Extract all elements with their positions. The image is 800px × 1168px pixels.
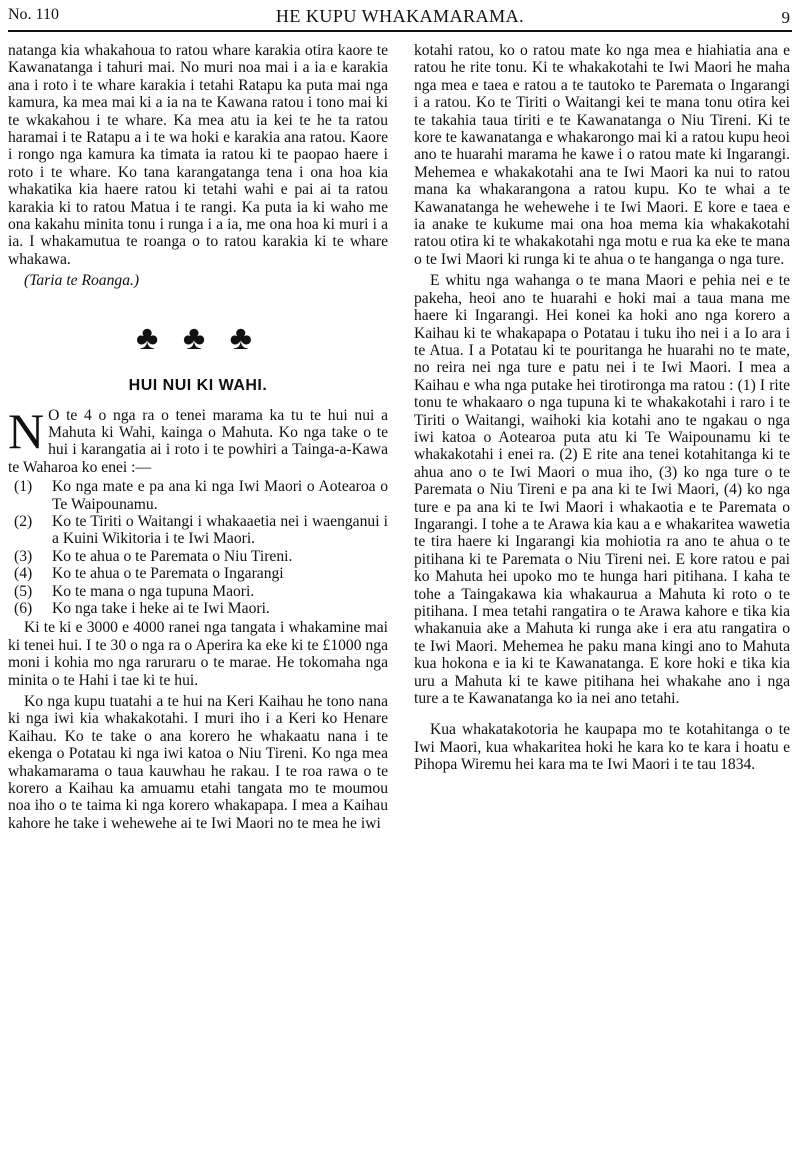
intro-text: O te 4 o nga ra o tenei marama ka tu te hui nui a Mahuta ki Wahi, kainga o Mahuta. Ko nga take o te hui i karangatia ai i roto i te powhiri a Tainga-a-Kawa te Waharoa ko enei :—	[8, 406, 388, 476]
ornament-clubs: ♣ ♣ ♣	[136, 319, 260, 357]
article-heading: HUI NUI KI WAHI.	[128, 377, 268, 395]
intro-paragraph	[8, 402, 388, 477]
item-number: (6)	[14, 599, 33, 617]
left-paragraph-2: Ki te ki e 3000 e 4000 ranei nga tangata i whakamine mai ki tenei hui. I te 30 o nga ra o Aperira ka eke ki te £1000 nga moni i kohia mo nga raruraru o te marae. He tokomaha nga minita o te Hahi i tae ki te hui.	[8, 619, 388, 689]
list-item	[8, 565, 388, 582]
item-text: Ko nga take i heke ai te Iwi Maori.	[52, 599, 270, 617]
item-text: Ko te mana o nga tupuna Maori.	[52, 582, 255, 600]
left-paragraph-1: natanga kia whakahoua to ratou whare karakia otira kaore te Kawanatanga i tahuri mai. No muri noa mai i a ia e karakia ana i roto i te whare karakia i tetahi Ratapu ka puta mai nga kamura, ka mea mai ki a ia na te Kawana ratou i tono mai ki te wkakahou i te whare. Ka mea atu ia kei te he ta ratou haramai i te Ratapu a i te wa hoki e karakia ana ratou. Kaore i rongo nga kamura ka timata ia ratou ki te paopao haere i roto i te whare. Ko tana karangatanga tena i ona hoa kia whakatika kia haere ratou ki tetahi wahi e pai ai ta ratou karakia ki to ratou Matua i te rangi. Ka puta ia ki waho me ona kakahu minita tonu i runga i a ia, me ona hoa ki muri i a ia. I whakamutua te roanga o to ratou karakia ki te whare whakawa.	[8, 42, 388, 268]
list-item	[8, 600, 388, 617]
item-text: Ko nga mate e pa ana ki nga Iwi Maori o Aotearoa o Te Waipounamu.	[52, 478, 388, 513]
list-item	[8, 513, 388, 548]
agenda-list	[8, 478, 388, 617]
list-item	[8, 548, 388, 565]
right-column	[414, 42, 790, 774]
drop-cap: N	[8, 402, 45, 459]
page-title: HE KUPU WHAKAMARAMA.	[275, 6, 525, 26]
issue-number: No. 110	[8, 6, 59, 23]
right-paragraph-3: Kua whakatakotoria he kaupapa mo te kotahitanga o te Iwi Maori, kua whakaritea hoki he kara ko te kara i hoatu e Pihopa Wiremu hei kara ma te Iwi Maori i te tau 1834.	[414, 721, 790, 774]
item-number: (4)	[14, 565, 33, 583]
item-number: (2)	[14, 512, 33, 530]
right-paragraph-2: E whitu nga wahanga o te mana Maori e pehia nei e te pakeha, heoi ano te huarahi e hoki mai a taua mana me haere ki Ingarangi. Hei konei ka hoki ano nga korero a Kaihau ki te whakapapa o Potatau i tuku iho nei i a Io ara i te Atua. I a Potatau ki te pouritanga he huarahi no te mate, no reira nei nga ture e patu nei i te Iwi Maori. I mea a Kaihau e wha nga putake hei tirotironga ma ratou : (1) I rite tonu te whakaaro o nga tupuna ki te whakakotahi i raro i te Tiriti o Waitangi, waihoki kia kotahi ano te ngakau o nga iwi katoa o Aotearoa puta atu ki Te Waipounamu ki te whakakotahi i enei ra. (2) E rite ana tenei kotahitanga ki te ahua ano o te Iwi Maori o mua iho, (3) ko nga ture o te Paremata o Niu Tireni e pa ana ki te Iwi Maori, (4) ko nga ture e pa ana ki te Iwi Maori i whakaotia e te Paremata o Ingarangi. I tohe a te Arawa kia kau a e whakaritea wawetia te tira haere ki Ingarangi kia mohiotia ra ano te ahua o te pitihana ki te Paremata o Niu Tireni nei. E kore ratou e pai ko Mahuta hei upoko mo te hunga hari pitihana. I kaha te tohe a Taingakawa kia whakaurua a Mahuta ki roto o te pitihana. I mea tetahi rangatira o te Arawa kahore e tika kia whakanuia ake a Mahuta ki runga ake i era atu rangatira o te Iwi Maori. Mehemea he paku mana kingi ano to Mahuta kua hokona e ia ki te Kawanatanga. E kore hoki e tika kia uru a Mahuta ki te kawe pitihana hei whakahe ano i nga ture a te Kawanatanga ko ia nei ano tetahi.	[414, 272, 790, 708]
item-number: (3)	[14, 547, 33, 565]
page-number: 9	[781, 8, 790, 27]
left-column	[8, 42, 388, 832]
signature: (Taria te Roanga.)	[24, 272, 140, 290]
item-number: (5)	[14, 582, 33, 600]
list-item	[8, 583, 388, 600]
item-number: (1)	[14, 478, 33, 496]
list-item	[8, 478, 388, 513]
item-text: Ko te ahua o te Paremata o Ingarangi	[52, 565, 284, 583]
page-header	[8, 4, 792, 32]
left-paragraph-3: Ko nga kupu tuatahi a te hui na Keri Kaihau he tono nana ki nga iwi kia whakakotahi. I muri iho i a Keri ko Henare Kaihau. Ko te take o ana korero he whakaatu nana i te ekenga o Potatau ki nga iwi katoa o Niu Tireni. Ko nga mea whakamarama o taua kauwhau he rakau. I te roa rawa o te korero a Kaihau ka amuamu etahi tangata mo te moumou noa iho o te taima ki nga korero whakapapa. I mea a Kaihau kahore he take i wehewehe ai te Iwi Maori no te mea he iwi	[8, 693, 388, 832]
item-text: Ko te Tiriti o Waitangi i whakaaetia nei i waenganui i a Kuini Wikitoria i te Iwi Maori.	[52, 512, 388, 548]
item-text: Ko te ahua o te Paremata o Niu Tireni.	[52, 547, 293, 565]
right-paragraph-1: kotahi ratou, ko o ratou mate ko nga mea e hiahiatia ana e ratou he rite tonu. Ki te whakakotahi te Iwi Maori he maha nga mea e taea e ratou a te tautoko te Paremata o Ingarangi i a ratou. Ko te Tiriti o Waitangi kei te mana tonu otira kei te takahia taua tiriti e te Kawanatanga o Niu Tireni. Ki te kore te kawanatanga e whakarongo mai ki a ratou kupu heoi ano te huarahi marama he kawe i o ratou mate ki Ingarangi. Mehemea e whakakotahi ana te Iwi Maori ka nui to ratou mana ka whakarangona a ratou kupu. Ko te whai a te Kawanatanga he wehewehe i te Iwi Maori. E kore e taea e ia anake te kukume mai ona hoa mema kia whakakotahi ratou otira ki te whakakotahi nga motu e rua ka eke te mana o te Iwi Maori ki runga ki te ahua o te hanganga o nga ture.	[414, 42, 790, 268]
